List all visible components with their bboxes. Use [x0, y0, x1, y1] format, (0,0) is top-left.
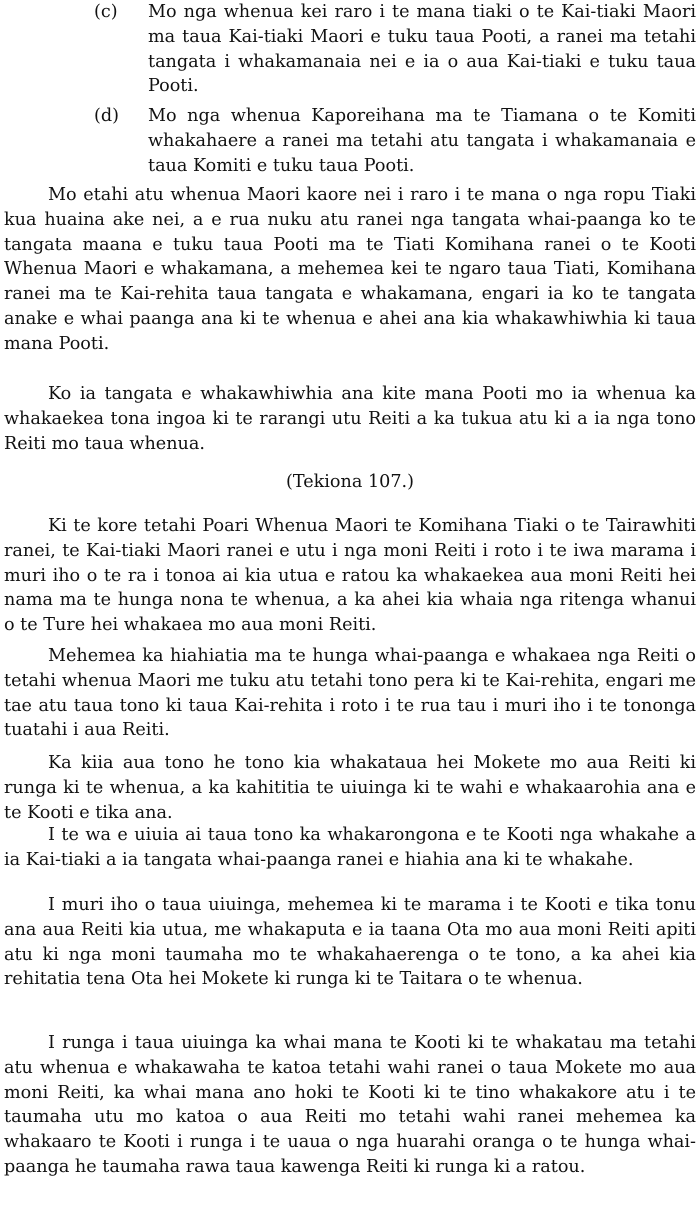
- paragraph: I muri iho o taua uiuinga, mehemea ki te marama i te Kooti e tika tonu ana aua Reiti kia utua, me whakaputa e ia taana Ota mo aua moni Reiti apiti atu ki nga moni taumaha mo te whakahaerenga o te tono, a ka ahei kia rehitatia tena Ota hei Mokete ki runga ki te Taitara o te whenua.: [4, 895, 696, 990]
- paragraph: I runga i taua uiuinga ka whai mana te Kooti ki te whakatau ma tetahi atu whenua e whakawaha te katoa tetahi wahi ranei o taua Mokete mo aua moni Reiti, ka whai mana ano hoki te Kooti ki te tino whakakore atu i te taumaha utu mo katoa o aua Reiti mo tetahi wahi ranei mehemea ka whakaaro te Kooti i runga i te uaua o nga huarahi oranga o te hunga whai-paanga he taumaha rawa taua kawenga Reiti ki runga ki a ratou.: [4, 1033, 696, 1177]
- list-item-d: [96, 104, 696, 178]
- paragraph: I te wa e uiuia ai taua tono ka whakarongona e te Kooti nga whakahe a ia Kai-tiaki a ia tangata whai-paanga ranei e hiahia ana ki te whakahe.: [4, 825, 696, 870]
- paragraph: Mehemea ka hiahiatia ma te hunga whai-paanga e whakaea nga Reiti o tetahi whenua Maori me tuku atu tetahi tono pera ki te Kai-rehita, engari me tae atu taua tono ki taua Kai-rehita i roto i te rua tau i muri iho i te tononga tuatahi i aua Reiti.: [4, 646, 696, 741]
- section-heading: (Tekiona 107.): [286, 472, 414, 492]
- list-item-c: [96, 0, 696, 99]
- paragraph: Ko ia tangata e whakawhiwhia ana kite mana Pooti mo ia whenua ka whakaekea tona ingoa ki te rarangi utu Reiti a ka tukua atu ki a ia nga tono Reiti mo taua whenua.: [4, 384, 696, 454]
- list-item-label: (d): [94, 106, 119, 126]
- list-item-text: Mo nga whenua Kaporeihana ma te Tiamana o te Komiti whakahaere a ranei ma tetahi atu tangata i whakamanaia e taua Komiti e tuku taua Pooti.: [148, 106, 696, 176]
- paragraph: Ka kiia aua tono he tono kia whakataua hei Mokete mo aua Reiti ki runga ki te whenua, a ka kahititia te uiuinga ki te wahi e whakaarohia ana e te Kooti e tika ana.: [4, 753, 696, 823]
- list-item-label: (c): [94, 2, 118, 22]
- paragraph: Ki te kore tetahi Poari Whenua Maori te Komihana Tiaki o te Tairawhiti ranei, te Kai-tiaki Maori ranei e utu i nga moni Reiti i roto i te iwa marama i muri iho o te ra i tonoa ai kia utua e ratou ka whakaekea aua moni Reiti hei nama ma te hunga nona te whenua, a ka ahei kia whaia nga ritenga whanui o te Ture hei whakaea mo aua moni Reiti.: [4, 516, 696, 636]
- paragraph: Mo etahi atu whenua Maori kaore nei i raro i te mana o nga ropu Tiaki kua huaina ake nei, a e rua nuku atu ranei nga tangata whai-paanga ko te tangata maana e tuku taua Pooti ma te Tiati Komihana ranei o te Kooti Whenua Maori e whakamana, a mehemea kei te ngaro taua Tiati, Komihana ranei ma te Kai-rehita taua tangata e whakamana, engari ia ko te tangata anake e whai paanga ana ki te whenua e ahei ana kia whakawhiwhia ki taua mana Pooti.: [4, 185, 696, 354]
- list-item-text: Mo nga whenua kei raro i te mana tiaki o te Kai-tiaki Maori ma taua Kai-tiaki Maori e tuku taua Pooti, a ranei ma tetahi tangata i whakamanaia nei e ia o aua Kai-tiaki e tuku taua Pooti.: [148, 2, 696, 97]
